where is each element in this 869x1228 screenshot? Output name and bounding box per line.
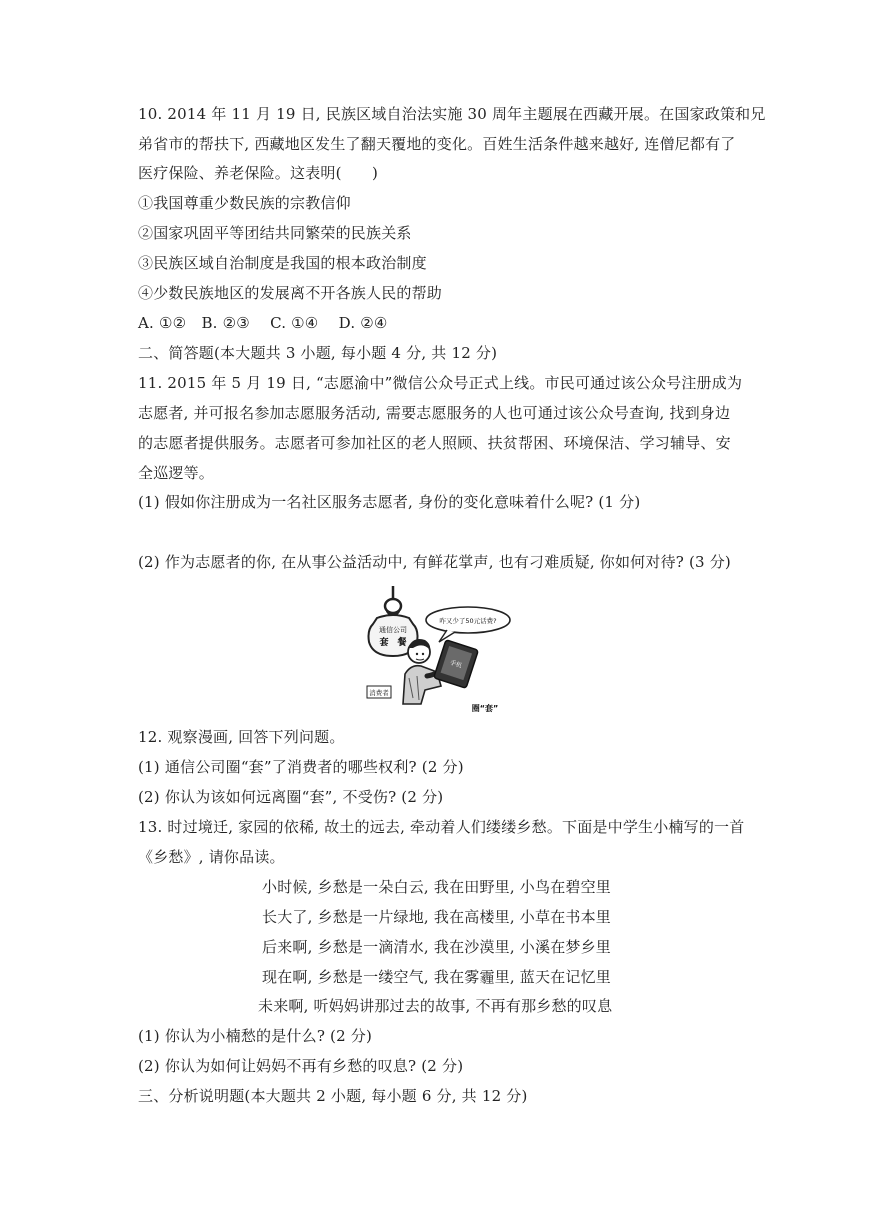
poem-line-1: 小时候, 乡愁是一朵白云, 我在田野里, 小鸟在碧空里	[262, 878, 612, 896]
q11-stem-line-3: 的志愿者提供服务。志愿者可参加社区的老人照顾、扶贫帮困、环境保洁、学习辅导、安	[138, 434, 731, 452]
q13-subquestion-1: (1) 你认为小楠愁的是什么? (2 分)	[138, 1027, 373, 1045]
q10-option-1: ①我国尊重少数民族的宗教信仰	[138, 194, 351, 212]
poem-line-4: 现在啊, 乡愁是一缕空气, 我在雾霾里, 蓝天在记忆里	[262, 968, 612, 986]
cartoon-illustration	[355, 586, 515, 716]
q10-option-3: ③民族区域自治制度是我国的根本政治制度	[138, 254, 427, 272]
phone-screen-text: 手机	[449, 659, 463, 670]
speech-bubble-text: 咋又少了50元话费?	[439, 617, 497, 625]
q10-option-2: ②国家巩固平等团结共同繁荣的民族关系	[138, 224, 412, 242]
section-2-heading: 二、简答题(本大题共 3 小题, 每小题 4 分, 共 12 分)	[138, 344, 498, 362]
q12-subquestion-1: (1) 通信公司圈“套”了消费者的哪些权利? (2 分)	[138, 758, 464, 776]
q12-subquestion-2: (2) 你认为该如何远离圈“套”, 不受伤? (2 分)	[138, 788, 444, 806]
q11-stem-line-1: 11. 2015 年 5 月 19 日, “志愿渝中”微信公众号正式上线。市民可通过该公众号注册成为	[138, 374, 743, 392]
q11-subquestion-1: (1) 假如你注册成为一名社区服务志愿者, 身份的变化意味着什么呢? (1 分)	[138, 493, 641, 511]
bag-label-2: 套 餐	[379, 638, 407, 648]
person-label: 消费者	[369, 689, 389, 697]
q10-stem-line-3: 医疗保险、养老保险。这表明( )	[138, 164, 379, 182]
q13-stem-line-1: 13. 时过境迁, 家园的依稀, 故土的远去, 牵动着人们缕缕乡愁。下面是中学生小楠写的一首	[138, 818, 745, 836]
q11-stem-line-2: 志愿者, 并可报名参加志愿服务活动, 需要志愿服务的人也可通过该公众号查询, 找到身边	[138, 404, 731, 422]
q10-answer-choices: A. ①② B. ②③ C. ①④ D. ②④	[138, 314, 388, 332]
poem-line-5: 未来啊, 听妈妈讲那过去的故事, 不再有那乡愁的叹息	[258, 997, 613, 1015]
q11-stem-line-4: 全巡逻等。	[138, 464, 215, 482]
poem-line-2: 长大了, 乡愁是一片绿地, 我在高楼里, 小草在书本里	[262, 908, 612, 926]
section-3-heading: 三、分析说明题(本大题共 2 小题, 每小题 6 分, 共 12 分)	[138, 1087, 528, 1105]
q10-stem-line-1: 10. 2014 年 11 月 19 日, 民族区域自治法实施 30 周年主题展在西藏开展。在国家政策和兄	[138, 105, 766, 123]
poem-line-3: 后来啊, 乡愁是一滴清水, 我在沙漠里, 小溪在梦乡里	[262, 938, 612, 956]
q13-stem-line-2: 《乡愁》, 请你品读。	[138, 848, 285, 866]
q10-stem-line-2: 弟省市的帮扶下, 西藏地区发生了翻天覆地的变化。百姓生活条件越来越好, 连僧尼都有了	[138, 135, 736, 153]
cartoon-caption: 圈“套”	[471, 704, 499, 713]
q11-subquestion-2: (2) 作为志愿者的你, 在从事公益活动中, 有鲜花掌声, 也有刁难质疑, 你如何对待? (3 分)	[138, 553, 731, 571]
q10-option-4: ④少数民族地区的发展离不开各族人民的帮助	[138, 284, 443, 302]
bag-label-1: 通信公司	[379, 626, 407, 634]
q13-subquestion-2: (2) 你认为如何让妈妈不再有乡愁的叹息? (2 分)	[138, 1057, 464, 1075]
q12-stem: 12. 观察漫画, 回答下列问题。	[138, 728, 345, 746]
